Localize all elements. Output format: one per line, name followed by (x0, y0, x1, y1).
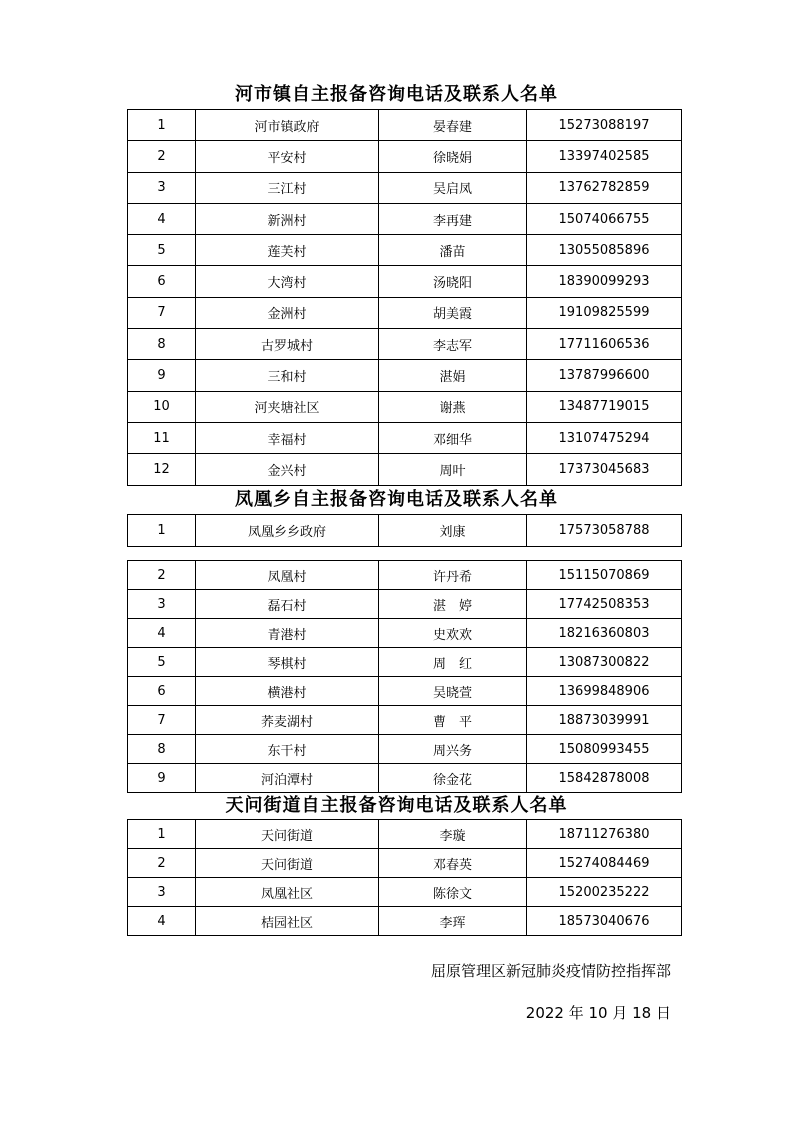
cell-unit: 凤凰乡乡政府 (196, 515, 379, 547)
table-row (128, 454, 682, 485)
cell-contact: 潘苗 (379, 235, 527, 266)
table-row (128, 235, 682, 266)
cell-index: 10 (128, 391, 196, 422)
cell-contact: 胡美霞 (379, 297, 527, 328)
cell-phone: 15200235222 (527, 878, 682, 907)
table-row (128, 203, 682, 234)
cell-phone: 15074066755 (527, 203, 682, 234)
table-row (128, 619, 682, 648)
cell-phone: 15115070869 (527, 561, 682, 590)
cell-unit: 金洲村 (196, 297, 379, 328)
cell-index: 2 (128, 561, 196, 590)
cell-unit: 河市镇政府 (196, 110, 379, 141)
section-title-fenghuang: 凤凰乡自主报备咨询电话及联系人名单 (235, 489, 558, 510)
table-row (128, 849, 682, 878)
cell-index: 7 (128, 297, 196, 328)
cell-phone: 18573040676 (527, 907, 682, 936)
cell-unit: 古罗城村 (196, 329, 379, 360)
cell-index: 9 (128, 360, 196, 391)
cell-contact: 陈徐文 (379, 878, 527, 907)
cell-contact: 曹 平 (379, 706, 527, 735)
cell-unit: 桔园社区 (196, 907, 379, 936)
cell-index: 7 (128, 706, 196, 735)
cell-unit: 平安村 (196, 141, 379, 172)
table-row (128, 297, 682, 328)
cell-phone: 15080993455 (527, 735, 682, 764)
table-row (128, 329, 682, 360)
cell-phone: 17373045683 (527, 454, 682, 485)
table-row (128, 172, 682, 203)
cell-unit: 凤凰村 (196, 561, 379, 590)
cell-unit: 磊石村 (196, 590, 379, 619)
cell-index: 6 (128, 677, 196, 706)
cell-contact: 李再建 (379, 203, 527, 234)
cell-phone: 15842878008 (527, 764, 682, 793)
table-row (128, 110, 682, 141)
cell-index: 2 (128, 849, 196, 878)
cell-contact: 李志军 (379, 329, 527, 360)
cell-index: 9 (128, 764, 196, 793)
cell-index: 3 (128, 878, 196, 907)
cell-contact: 吴晓萱 (379, 677, 527, 706)
cell-unit: 河泊潭村 (196, 764, 379, 793)
cell-index: 8 (128, 329, 196, 360)
cell-unit: 荞麦湖村 (196, 706, 379, 735)
cell-phone: 13055085896 (527, 235, 682, 266)
cell-index: 5 (128, 235, 196, 266)
cell-unit: 河夹塘社区 (196, 391, 379, 422)
cell-contact: 李珲 (379, 907, 527, 936)
cell-phone: 13087300822 (527, 648, 682, 677)
cell-index: 1 (128, 820, 196, 849)
contact-table-tianwen (127, 819, 682, 936)
cell-phone: 18390099293 (527, 266, 682, 297)
cell-index: 2 (128, 141, 196, 172)
cell-unit: 青港村 (196, 619, 379, 648)
cell-index: 12 (128, 454, 196, 485)
cell-phone: 13487719015 (527, 391, 682, 422)
cell-contact: 晏春建 (379, 110, 527, 141)
contact-table-fenghuang-part1 (127, 514, 682, 547)
cell-index: 8 (128, 735, 196, 764)
cell-unit: 三江村 (196, 172, 379, 203)
cell-phone: 15274084469 (527, 849, 682, 878)
cell-unit: 琴棋村 (196, 648, 379, 677)
table-row (128, 590, 682, 619)
table-row (128, 648, 682, 677)
cell-unit: 横港村 (196, 677, 379, 706)
cell-phone: 19109825599 (527, 297, 682, 328)
contact-table-heshi (127, 109, 682, 486)
table-row (128, 820, 682, 849)
cell-phone: 18711276380 (527, 820, 682, 849)
cell-index: 4 (128, 907, 196, 936)
table-row (128, 141, 682, 172)
cell-contact: 周叶 (379, 454, 527, 485)
section-title-heshi: 河市镇自主报备咨询电话及联系人名单 (235, 84, 558, 105)
table-row (128, 764, 682, 793)
table-row (128, 677, 682, 706)
cell-contact: 吴启凤 (379, 172, 527, 203)
section-title-tianwen: 天问街道自主报备咨询电话及联系人名单 (225, 795, 568, 816)
cell-contact: 湛 婷 (379, 590, 527, 619)
cell-contact: 周 红 (379, 648, 527, 677)
cell-phone: 13107475294 (527, 422, 682, 453)
cell-contact: 谢燕 (379, 391, 527, 422)
cell-unit: 大湾村 (196, 266, 379, 297)
cell-phone: 17573058788 (527, 515, 682, 547)
table-row (128, 907, 682, 936)
cell-contact: 湛娟 (379, 360, 527, 391)
cell-index: 11 (128, 422, 196, 453)
cell-unit: 莲芙村 (196, 235, 379, 266)
cell-unit: 幸福村 (196, 422, 379, 453)
cell-phone: 13699848906 (527, 677, 682, 706)
cell-phone: 18873039991 (527, 706, 682, 735)
cell-phone: 13787996600 (527, 360, 682, 391)
cell-index: 4 (128, 203, 196, 234)
table-row (128, 422, 682, 453)
table-row (128, 360, 682, 391)
cell-index: 3 (128, 590, 196, 619)
table-row (128, 706, 682, 735)
table-row (128, 735, 682, 764)
cell-index: 3 (128, 172, 196, 203)
cell-phone: 13397402585 (527, 141, 682, 172)
cell-contact: 史欢欢 (379, 619, 527, 648)
cell-contact: 邓细华 (379, 422, 527, 453)
cell-index: 1 (128, 515, 196, 547)
table-row (128, 515, 682, 547)
cell-contact: 刘康 (379, 515, 527, 547)
table-row (128, 878, 682, 907)
cell-index: 6 (128, 266, 196, 297)
cell-contact: 李璇 (379, 820, 527, 849)
contact-table-fenghuang-part2 (127, 560, 682, 793)
cell-phone: 13762782859 (527, 172, 682, 203)
table-row (128, 266, 682, 297)
cell-index: 1 (128, 110, 196, 141)
cell-unit: 凤凰社区 (196, 878, 379, 907)
cell-contact: 周兴务 (379, 735, 527, 764)
issuer-name: 屈原管理区新冠肺炎疫情防控指挥部 (430, 962, 671, 980)
cell-unit: 三和村 (196, 360, 379, 391)
cell-unit: 天问街道 (196, 820, 379, 849)
cell-index: 5 (128, 648, 196, 677)
table-row (128, 561, 682, 590)
cell-phone: 17711606536 (527, 329, 682, 360)
table-row (128, 391, 682, 422)
cell-phone: 18216360803 (527, 619, 682, 648)
cell-contact: 许丹希 (379, 561, 527, 590)
cell-contact: 汤晓阳 (379, 266, 527, 297)
cell-unit: 东干村 (196, 735, 379, 764)
cell-phone: 17742508353 (527, 590, 682, 619)
cell-unit: 天问街道 (196, 849, 379, 878)
cell-index: 4 (128, 619, 196, 648)
cell-phone: 15273088197 (527, 110, 682, 141)
cell-unit: 金兴村 (196, 454, 379, 485)
cell-contact: 徐金花 (379, 764, 527, 793)
cell-contact: 徐晓娟 (379, 141, 527, 172)
issue-date: 2022 年 10 月 18 日 (525, 1004, 671, 1022)
cell-unit: 新洲村 (196, 203, 379, 234)
cell-contact: 邓春英 (379, 849, 527, 878)
